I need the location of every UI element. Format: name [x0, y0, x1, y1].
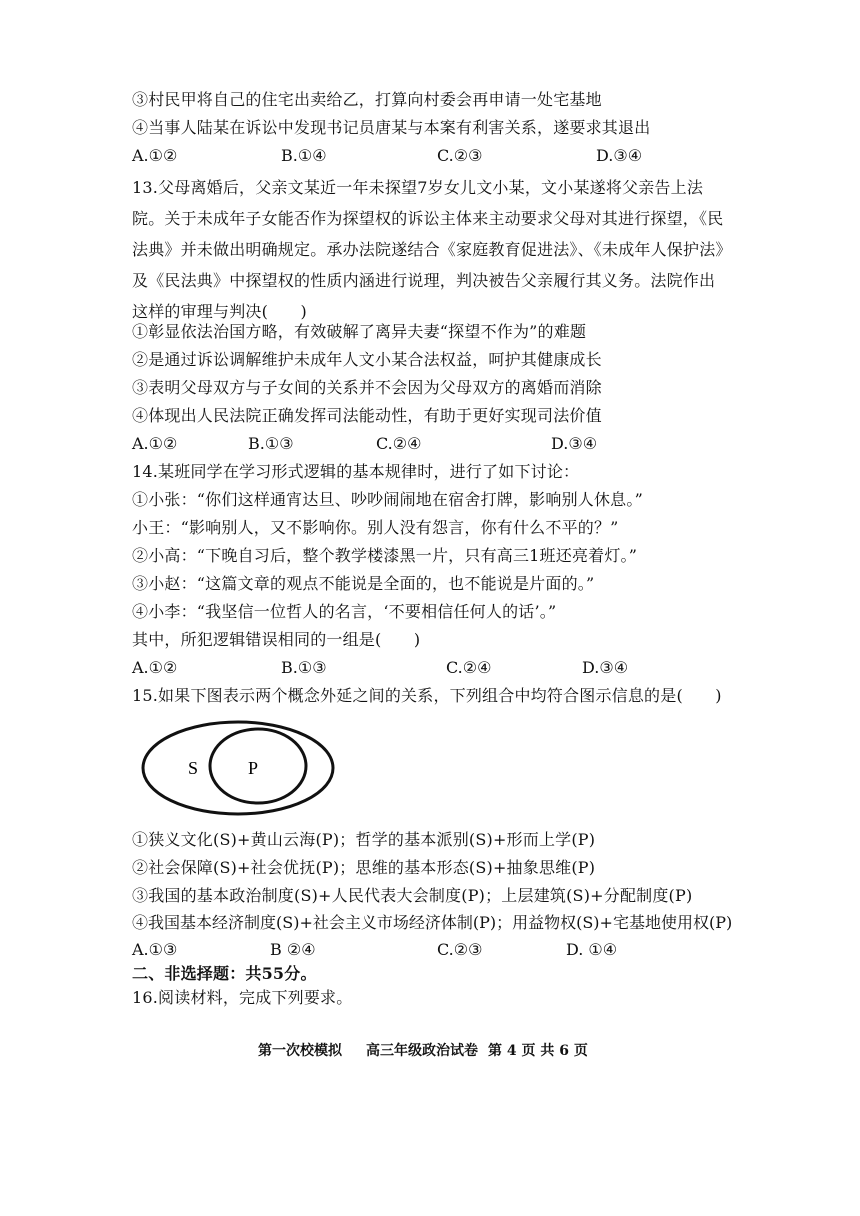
q14-line-4: ③小赵：“这篇文章的观点不能说是全面的，也不能说是片面的。”	[132, 574, 595, 593]
q13-item-4: ④体现出人民法院正确发挥司法能动性，有助于更好实现司法价值	[132, 406, 602, 425]
q15-option-a: A.①③	[132, 940, 178, 959]
q15-item-2: ②社会保障(S)+社会优抚(P)；思维的基本形态(S)+抽象思维(P)	[132, 858, 596, 877]
q14-option-d: D.③④	[582, 658, 629, 677]
footer-subject: 高三年级政治试卷	[366, 1043, 478, 1059]
q14-option-b: B.①③	[281, 658, 327, 677]
q12-option-a: A.①②	[132, 146, 178, 165]
q14-option-c: C.②④	[446, 658, 492, 677]
q13-option-c: C.②④	[376, 434, 422, 453]
q13-option-d: D.③④	[551, 434, 598, 453]
q12-option-c: C.②③	[437, 146, 483, 165]
q15-item-4: ④我国基本经济制度(S)+社会主义市场经济体制(P)；用益物权(S)+宅基地使用权(P)	[132, 913, 733, 932]
q14-line-1: ①小张：“你们这样通宵达旦、吵吵闹闹地在宿舍打牌，影响别人休息。”	[132, 490, 643, 509]
q12-option-d: D.③④	[596, 146, 643, 165]
q15-option-b: B ②④	[270, 940, 316, 959]
q13-item-2: ②是通过诉讼调解维护未成年人文小某合法权益，呵护其健康成长	[132, 350, 602, 369]
venn-label-p: P	[248, 758, 259, 778]
q13-option-b: B.①③	[248, 434, 294, 453]
q14-stem: 14.某班同学在学习形式逻辑的基本规律时，进行了如下讨论：	[132, 462, 580, 481]
venn-label-s: S	[188, 758, 199, 778]
q14-line-2: 小王：“影响别人，又不影响你。别人没有怨言，你有什么不平的？”	[132, 518, 619, 537]
q12-item-3: ③村民甲将自己的住宅出卖给乙，打算向村委会再申请一处宅基地	[132, 90, 602, 109]
section-2-heading: 二、非选择题：共55分。	[132, 964, 317, 983]
venn-diagram	[140, 718, 336, 818]
q15-item-3: ③我国的基本政治制度(S)+人民代表大会制度(P)；上层建筑(S)+分配制度(P)	[132, 886, 693, 905]
q14-option-a: A.①②	[132, 658, 178, 677]
footer-page-number: 第 4 页 共 6 页	[488, 1043, 588, 1059]
q13-option-a: A.①②	[132, 434, 178, 453]
q13-stem: 13.父母离婚后，父亲文某近一年未探望7岁女儿文小某，文小某遂将父亲告上法院。关于未成年子女能否作为探望权的诉讼主体来主动要求父母对其进行探望，《民法典》并未做出明确规定。承办法院遂结合《家庭教育促进法》、《未成年人保护法》及《民法典》中探望权的性质内涵进行说理，判决被告父亲履行其义务。法院作出这样的审理与判决( )	[132, 178, 724, 321]
q12-option-b: B.①④	[281, 146, 327, 165]
q15-option-c: C.②③	[437, 940, 483, 959]
q15-stem: 15.如果下图表示两个概念外延之间的关系，下列组合中均符合图示信息的是( )	[132, 686, 722, 705]
q16-stem: 16.阅读材料，完成下列要求。	[132, 988, 353, 1007]
footer-exam-name: 第一次校模拟	[258, 1043, 342, 1059]
q14-line-3: ②小高：“下晚自习后，整个教学楼漆黑一片，只有高三1班还亮着灯。”	[132, 546, 638, 565]
q15-item-1: ①狭义文化(S)+黄山云海(P)；哲学的基本派别(S)+形而上学(P)	[132, 830, 596, 849]
q14-line-6: 其中，所犯逻辑错误相同的一组是( )	[132, 630, 421, 649]
q13-item-1: ①彰显依法治国方略，有效破解了离异夫妻“探望不作为”的难题	[132, 322, 587, 341]
q12-item-4: ④当事人陆某在诉讼中发现书记员唐某与本案有利害关系，遂要求其退出	[132, 118, 651, 137]
q13-item-3: ③表明父母双方与子女间的关系并不会因为父母双方的离婚而消除	[132, 378, 602, 397]
q15-option-d: D. ①④	[566, 940, 618, 959]
q14-line-5: ④小李：“我坚信一位哲人的名言，‘不要相信任何人的话’。”	[132, 602, 557, 621]
